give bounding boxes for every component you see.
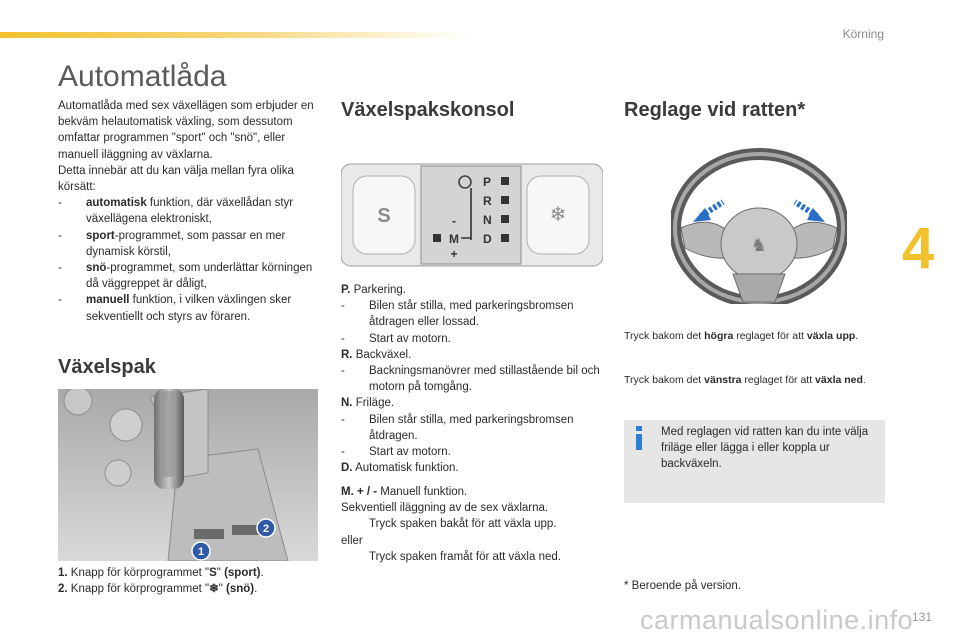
right-paddle-arrow-icon — [807, 208, 825, 222]
arrow-icon — [341, 549, 369, 565]
list-item: - manuell funktion, i vilken växlingen sker sekventiellt och styrs av föraren. — [58, 294, 292, 323]
heading-reglage-vid-ratten: Reglage vid ratten* — [624, 99, 806, 121]
gear-r: R — [483, 194, 492, 208]
gear-p: P — [483, 175, 492, 189]
list-item: - Start av motorn. — [341, 446, 451, 459]
info-text: Med reglagen vid ratten kan du inte välja friläge eller lägga i eller koppla ur backväxeln. — [661, 426, 869, 470]
pos-r: R. Backväxel. — [341, 348, 412, 361]
pos-d: D. Automatisk funktion. — [341, 462, 459, 475]
list-item: Tryck spaken bakåt för att växla upp. — [341, 516, 603, 532]
manual-m: M — [449, 232, 459, 246]
manual-mode-text — [341, 484, 603, 565]
list-item: - Backningsmanövrer med stillastående bil och motorn på tomgång. — [341, 365, 600, 394]
watermark: carmanualsonline.info — [640, 605, 914, 635]
gear-d: D — [483, 232, 492, 246]
pos-n: N. Friläge. — [341, 397, 395, 410]
list-item: - automatisk funktion, där växellådan styr växellägena elektroniskt, — [58, 197, 294, 226]
page-number: 131 — [912, 610, 933, 624]
manual-plus: + — [450, 247, 458, 261]
intro-text — [58, 98, 318, 325]
caption-1: 1. Knapp för körprogrammet "S" (sport). — [58, 567, 264, 579]
list-item: - Bilen står stilla, med parkeringsbromsen åtdragen. — [341, 413, 574, 442]
intro-choose: Detta innebär att du kan välja mellan fyra olika körsätt: — [58, 164, 294, 194]
manual-line: Sekventiell iläggning av de sex växlarna. — [341, 502, 549, 515]
snow-button-label: ❄ — [549, 202, 567, 226]
list-item: - sport-programmet, som passar en mer dynamisk körstil, — [58, 229, 286, 258]
chapter-number: 4 — [902, 216, 935, 281]
header-accent-bar — [0, 32, 470, 38]
info-icon — [633, 426, 645, 450]
pos-p: P. Parkering. — [341, 284, 407, 296]
footnote: * Beroende på version. — [624, 580, 741, 592]
lever-captions — [58, 565, 318, 597]
manual-minus: - — [452, 214, 456, 228]
arrow-icon — [341, 516, 369, 532]
left-paddle-text: Tryck bakom det vänstra reglaget för att växla ned. — [624, 374, 866, 386]
right-paddle-text: Tryck bakom det högra reglaget för att växla upp. — [624, 330, 859, 342]
heading-vaxelspakskonsol: Växelspakskonsol — [341, 99, 515, 121]
left-paddle-arrow-icon — [693, 208, 711, 222]
caption-2: 2. Knapp för körprogrammet "❄" (snö). — [58, 583, 258, 596]
section-label: Körning — [842, 27, 884, 41]
list-item: - snö-programmet, som underlättar körningen då väggreppet är dåligt, — [58, 262, 313, 291]
gear-n: N — [483, 213, 492, 227]
list-item: - Start av motorn. — [341, 332, 451, 345]
callout-2: 2 — [262, 523, 270, 535]
page-title: Automatlåda — [58, 60, 227, 93]
intro-paragraph: Automatlåda med sex växellägen som erbjuder en bekväm helautomatisk växling, som dessutom omfattar programmen "sport" och "snö", eller manuell iläggning av växlarna. — [58, 100, 314, 161]
gear-console-illustration — [341, 162, 603, 268]
callout-1: 1 — [197, 546, 205, 558]
list-item: - Bilen står stilla, med parkeringsbromsen åtdragen eller lossad. — [341, 300, 574, 329]
pos-manual: M. + / - Manuell funktion. — [341, 486, 468, 498]
steering-wheel-illustration — [671, 148, 847, 304]
manual-or: eller — [341, 534, 363, 547]
gear-lever-illustration — [58, 389, 318, 561]
list-item: Tryck spaken framåt för att växla ned. — [341, 549, 603, 565]
heading-vaxelspak: Växelspak — [58, 356, 156, 378]
sport-button-label: S — [377, 205, 391, 227]
brand-logo-icon: ♞ — [750, 235, 768, 256]
gear-positions-text — [341, 282, 603, 476]
